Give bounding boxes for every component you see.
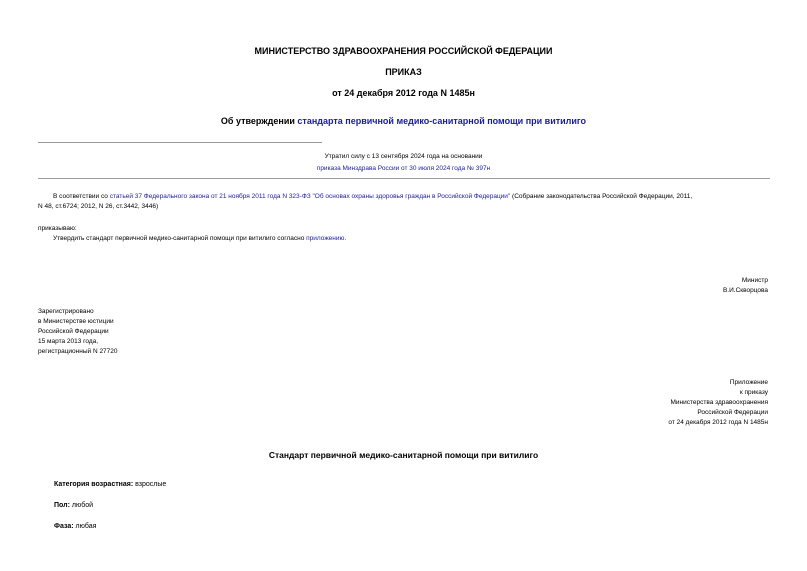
standard-title-link[interactable]: стандарта первичной медико-санитарной помощи при витилиго xyxy=(297,116,587,126)
appendix-line: от 24 декабря 2012 года N 1485н xyxy=(668,419,768,426)
appendix-link[interactable]: приложению xyxy=(306,235,345,242)
signature-position: Министр xyxy=(741,277,768,284)
field-label: Фаза: xyxy=(54,523,74,530)
preamble-prefix: В соответствии со xyxy=(53,193,110,200)
repeal-notice-line1: Утратил силу с 13 сентября 2024 года на основании xyxy=(324,153,483,160)
field-value: любая xyxy=(73,523,97,530)
doc-title xyxy=(0,116,807,126)
field-label: Пол: xyxy=(54,502,70,509)
ministry-heading: МИНИСТЕРСТВО ЗДРАВООХРАНЕНИЯ РОССИЙСКОЙ ФЕДЕРАЦИИ xyxy=(254,46,553,56)
doc-type-heading: ПРИКАЗ xyxy=(385,67,422,77)
field-value: любой xyxy=(69,502,94,509)
registration-line: Зарегистрировано xyxy=(38,308,94,315)
field-value: взрослые xyxy=(133,481,167,488)
repeal-order-link[interactable]: приказа Минздрава России от 30 июля 2024 года № 397н xyxy=(316,165,491,172)
appendix-line: Российской Федерации xyxy=(697,409,768,416)
doc-date-heading: от 24 декабря 2012 года N 1485н xyxy=(332,88,475,98)
appendix-line: Приложение xyxy=(729,379,768,386)
signature-block xyxy=(500,276,768,296)
registration-line: в Министерстве юстиции xyxy=(38,318,114,325)
approve-prefix: Утвердить стандарт первичной медико-санитарной помощи при витилиго согласно xyxy=(53,235,307,242)
registration-block xyxy=(38,307,118,357)
appendix-line: к приказу xyxy=(739,389,768,396)
divider-short xyxy=(38,142,322,143)
signature-name: В.И.Скворцова xyxy=(722,287,768,294)
standard-field-sex xyxy=(54,501,93,511)
approve-suffix: . xyxy=(344,235,347,242)
standard-title: Стандарт первичной медико-санитарной помощи при витилиго xyxy=(268,450,539,460)
registration-line: 15 марта 2013 года, xyxy=(38,338,99,345)
preamble-line2: N 48, ст.6724; 2012, N 26, ст.3442, 3446) xyxy=(38,203,159,210)
divider-long xyxy=(38,178,770,179)
appendix-line: Министерства здравоохранения xyxy=(670,399,768,406)
field-label: Категория возрастная: xyxy=(54,481,134,488)
preamble-line1 xyxy=(38,192,778,202)
registration-line: регистрационный N 27720 xyxy=(38,348,118,355)
order-word: приказываю: xyxy=(38,225,77,232)
registration-line: Российской Федерации xyxy=(38,328,109,335)
preamble-suffix: (Собрание законодательства Российской Федерации, 2011, xyxy=(510,193,693,200)
federal-law-link[interactable]: статьей 37 Федерального закона от 21 ноября 2011 года N 323-ФЗ "Об основах охраны здоровья граждан в Российской Федерации" xyxy=(109,193,511,200)
approve-line xyxy=(53,234,346,244)
doc-title-prefix: Об утверждении xyxy=(220,116,298,126)
standard-field-phase xyxy=(54,522,96,532)
standard-field-age xyxy=(54,480,166,490)
appendix-block xyxy=(500,378,768,428)
